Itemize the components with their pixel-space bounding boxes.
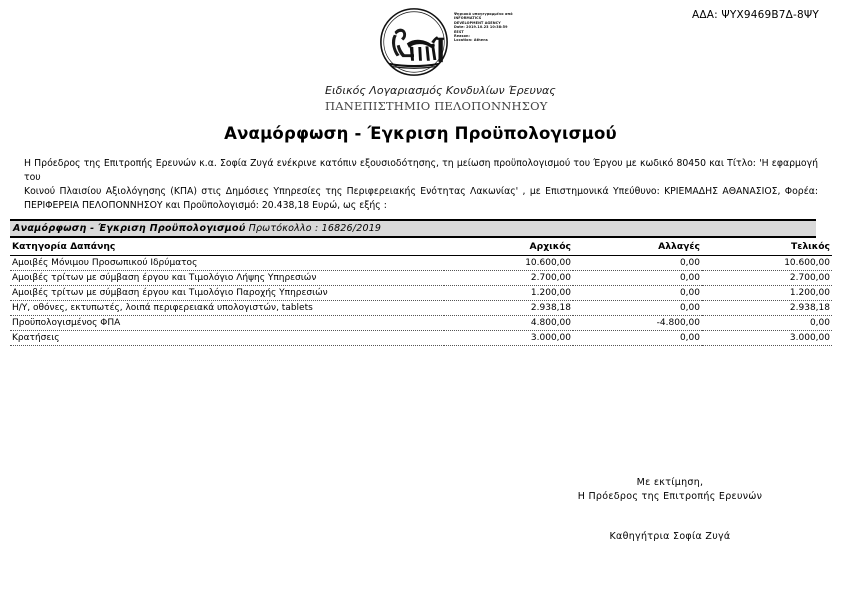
cell-final: 3.000,00 bbox=[702, 331, 832, 346]
intro-line-2: Κοινού Πλαισίου Αξιολόγησης (ΚΠΑ) στις Δημόσιες Υπηρεσίες της Περιφερειακής Ενότητας Λακωνίας' , με Επιστημονικά Υπεύθυνο: ΚΡΙΕΜΑΔΗΣ ΑΘΑΝΑΣΙΟΣ, Φορέα: bbox=[24, 186, 818, 197]
stamp-line: Location: Athens bbox=[454, 38, 488, 43]
stamp-line: Reason: bbox=[454, 34, 471, 39]
intro-line-3: ΠΕΡΙΦΕΡΕΙΑ ΠΕΛΟΠΟΝΝΗΣΟΥ και Προϋπολογισμό: 20.438,18 Ευρώ, ως εξής : bbox=[24, 200, 387, 211]
cell-final: 10.600,00 bbox=[702, 256, 832, 271]
cell-initial: 3.000,00 bbox=[444, 331, 573, 346]
stamp-line: INFORMATICS bbox=[454, 16, 482, 21]
budget-table bbox=[10, 238, 832, 346]
cell-category: Αμοιβές Μόνιμου Προσωπικού Ιδρύματος bbox=[10, 256, 444, 271]
signature-closing: Με εκτίμηση, bbox=[636, 477, 704, 488]
page-title: Αναμόρφωση - Έγκριση Προϋπολογισμού bbox=[224, 124, 617, 143]
column-header-final: Τελικός bbox=[702, 238, 832, 256]
stamp-line: DEVELOPMENT AGENCY bbox=[454, 20, 501, 25]
table-row bbox=[10, 286, 832, 301]
cell-category: Κρατήσεις bbox=[10, 331, 444, 346]
university-emblem-icon bbox=[378, 6, 450, 78]
table-row bbox=[10, 271, 832, 286]
signature-name: Καθηγήτρια Σοφία Ζυγά bbox=[609, 531, 731, 542]
cell-category: Προϋπολογισμένος ΦΠΑ bbox=[10, 316, 444, 331]
logo-caption-university: ΠΑΝΕΠΙΣΤΗΜΙΟ ΠΕΛΟΠΟΝΝΗΣΟΥ bbox=[325, 99, 548, 113]
cell-initial: 10.600,00 bbox=[444, 256, 573, 271]
band-title: Αναμόρφωση - Έγκριση Προϋπολογισμού bbox=[13, 223, 246, 234]
cell-category: Η/Υ, οθόνες, εκτυπωτές, λοιπά περιφερειακά υπολογιστών, tablets bbox=[10, 301, 444, 316]
table-row bbox=[10, 301, 832, 316]
cell-final: 0,00 bbox=[702, 316, 832, 331]
column-header-changes: Αλλαγές bbox=[573, 238, 702, 256]
cell-changes: 0,00 bbox=[573, 331, 702, 346]
cell-changes: 0,00 bbox=[573, 286, 702, 301]
cell-category: Αμοιβές τρίτων με σύμβαση έργου και Τιμολόγιο Λήψης Υπηρεσιών bbox=[10, 271, 444, 286]
column-header-initial: Αρχικός bbox=[444, 238, 573, 256]
column-header-category: Κατηγορία Δαπάνης bbox=[10, 238, 444, 256]
cell-changes: 0,00 bbox=[573, 256, 702, 271]
table-row bbox=[10, 316, 832, 331]
emblem-wrapper bbox=[325, 6, 515, 84]
cell-initial: 4.800,00 bbox=[444, 316, 573, 331]
cell-initial: 2.938,18 bbox=[444, 301, 573, 316]
cell-final: 2.700,00 bbox=[702, 271, 832, 286]
cell-category: Αμοιβές τρίτων με σύμβαση έργου και Τιμολόγιο Παροχής Υπηρεσιών bbox=[10, 286, 444, 301]
letterhead-logo-block bbox=[325, 6, 556, 114]
intro-paragraph bbox=[24, 157, 818, 213]
cell-final: 2.938,18 bbox=[702, 301, 832, 316]
table-band-header bbox=[10, 219, 816, 238]
stamp-line: EEST bbox=[454, 29, 464, 34]
cell-changes: -4.800,00 bbox=[573, 316, 702, 331]
table-row bbox=[10, 331, 832, 346]
budget-table-section bbox=[10, 219, 830, 346]
cell-initial: 2.700,00 bbox=[444, 271, 573, 286]
ada-code: ΑΔΑ: ΨΥΧ9469Β7Δ-8ΨΥ bbox=[691, 9, 819, 21]
signature-role: Η Πρόεδρος της Επιτροπής Ερευνών bbox=[577, 491, 763, 502]
table-header-row bbox=[10, 238, 832, 256]
intro-line-1: Η Πρόεδρος της Επιτροπής Ερευνών κ.α. Σοφία Ζυγά ενέκρινε κατόπιν εξουσιοδότησης, τη μείωση προϋπολογισμού του Έργου με κωδικό 80450 και Τίτλο: 'Η εφαρμογή του bbox=[24, 158, 818, 183]
stamp-line: Ψηφιακά υπογεγραμμένο από bbox=[454, 12, 513, 16]
digital-signature-stamp bbox=[454, 12, 516, 43]
cell-changes: 0,00 bbox=[573, 301, 702, 316]
stamp-line: Date: 2019.10.23 10:38:59 bbox=[454, 25, 508, 30]
band-protocol: Πρωτόκολλο : 16826/2019 bbox=[248, 223, 382, 234]
logo-caption-research-account: Ειδικός Λογαριασμός Κονδυλίων Έρευνας bbox=[325, 84, 556, 97]
cell-changes: 0,00 bbox=[573, 271, 702, 286]
cell-final: 1.200,00 bbox=[702, 286, 832, 301]
table-row bbox=[10, 256, 832, 271]
cell-initial: 1.200,00 bbox=[444, 286, 573, 301]
signature-block bbox=[520, 476, 820, 544]
